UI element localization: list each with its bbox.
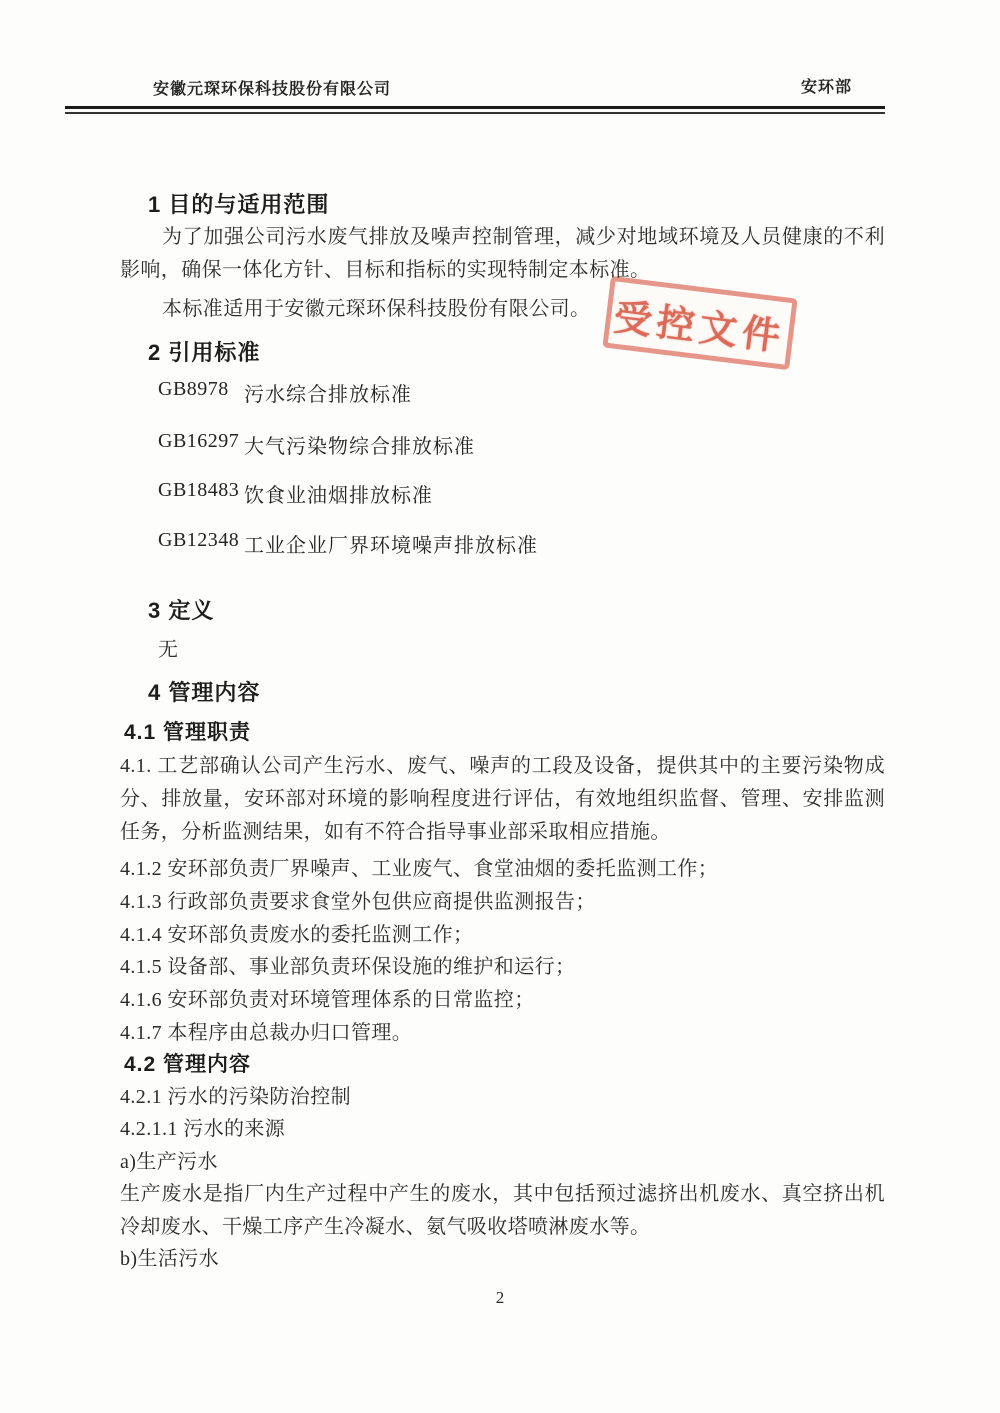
clause-4-2-1-1: 4.2.1.1 污水的来源 — [120, 1118, 286, 1140]
reference-standard-row — [158, 378, 412, 407]
page-number: 2 — [495, 1288, 505, 1307]
item-b-label: b)生活污水 — [120, 1248, 220, 1270]
clause-4-1-2: 4.1.2 安环部负责厂界噪声、工业废气、食堂油烟的委托监测工作； — [120, 858, 719, 880]
header-department-label: 安环部 — [801, 79, 853, 96]
section-1-paragraph-2: 本标准适用于安徽元琛环保科技股份有限公司。 — [162, 298, 591, 320]
clause-4-1-5: 4.1.5 设备部、事业部负责环保设施的维护和运行； — [120, 956, 576, 978]
production-wastewater-paragraph: 生产废水是指厂内生产过程中产生的废水，其中包括预过滤挤出机废水、真空挤出机冷却废水、干燥工序产生冷凝水、氨气吸收塔喷淋废水等。 — [120, 1183, 885, 1238]
clause-4-1-7: 4.1.7 本程序由总裁办归口管理。 — [120, 1022, 413, 1044]
section-3-body: 无 — [158, 639, 179, 661]
standard-code: GB18483 — [158, 479, 240, 501]
header-company-name: 安徽元琛环保科技股份有限公司 — [153, 81, 392, 98]
stamp-text: 受控文件 — [611, 296, 788, 359]
clause-4-1-4: 4.1.4 安环部负责废水的委托监测工作； — [120, 924, 474, 946]
standard-name: 大气污染物综合排放标准 — [244, 436, 475, 458]
reference-standard-row — [158, 529, 538, 558]
header-divider-rule — [65, 106, 885, 114]
reference-standard-row — [158, 430, 475, 459]
standard-name: 污水综合排放标准 — [244, 384, 412, 406]
section-1-heading: 1 目的与适用范围 — [148, 192, 330, 217]
section-1-paragraph-1: 为了加强公司污水废气排放及噪声控制管理，减少对地域环境及人员健康的不利影响，确保一体化方针、目标和指标的实现特制定本标准。 — [120, 226, 885, 281]
section-4-2-heading: 4.2 管理内容 — [124, 1053, 252, 1076]
clause-4-2-1: 4.2.1 污水的污染防治控制 — [120, 1086, 351, 1108]
section-3-heading: 3 定义 — [148, 598, 215, 623]
section-4-1-heading: 4.1 管理职责 — [124, 721, 252, 744]
standard-name: 工业企业厂界环境噪声排放标准 — [244, 535, 538, 557]
standard-name: 饮食业油烟排放标准 — [244, 485, 433, 507]
section-4-1-intro: 4.1. 工艺部确认公司产生污水、废气、噪声的工段及设备，提供其中的主要污染物成分、排放量，安环部对环境的影响程度进行评估，有效地组织监督、管理、安排监测任务，分析监测结果，如有不符合指导事业部采取相应措施。 — [120, 755, 885, 843]
section-4-heading: 4 管理内容 — [148, 680, 261, 705]
clause-4-1-3: 4.1.3 行政部负责要求食堂外包供应商提供监测报告； — [120, 891, 596, 913]
standard-code: GB12348 — [158, 529, 240, 551]
reference-standard-row — [158, 479, 433, 508]
section-2-heading: 2 引用标准 — [148, 340, 261, 365]
standard-code: GB8978 — [158, 378, 229, 400]
item-a-label: a)生产污水 — [120, 1151, 218, 1173]
clause-4-1-6: 4.1.6 安环部负责对环境管理体系的日常监控； — [120, 989, 535, 1011]
standard-code: GB16297 — [158, 430, 240, 452]
